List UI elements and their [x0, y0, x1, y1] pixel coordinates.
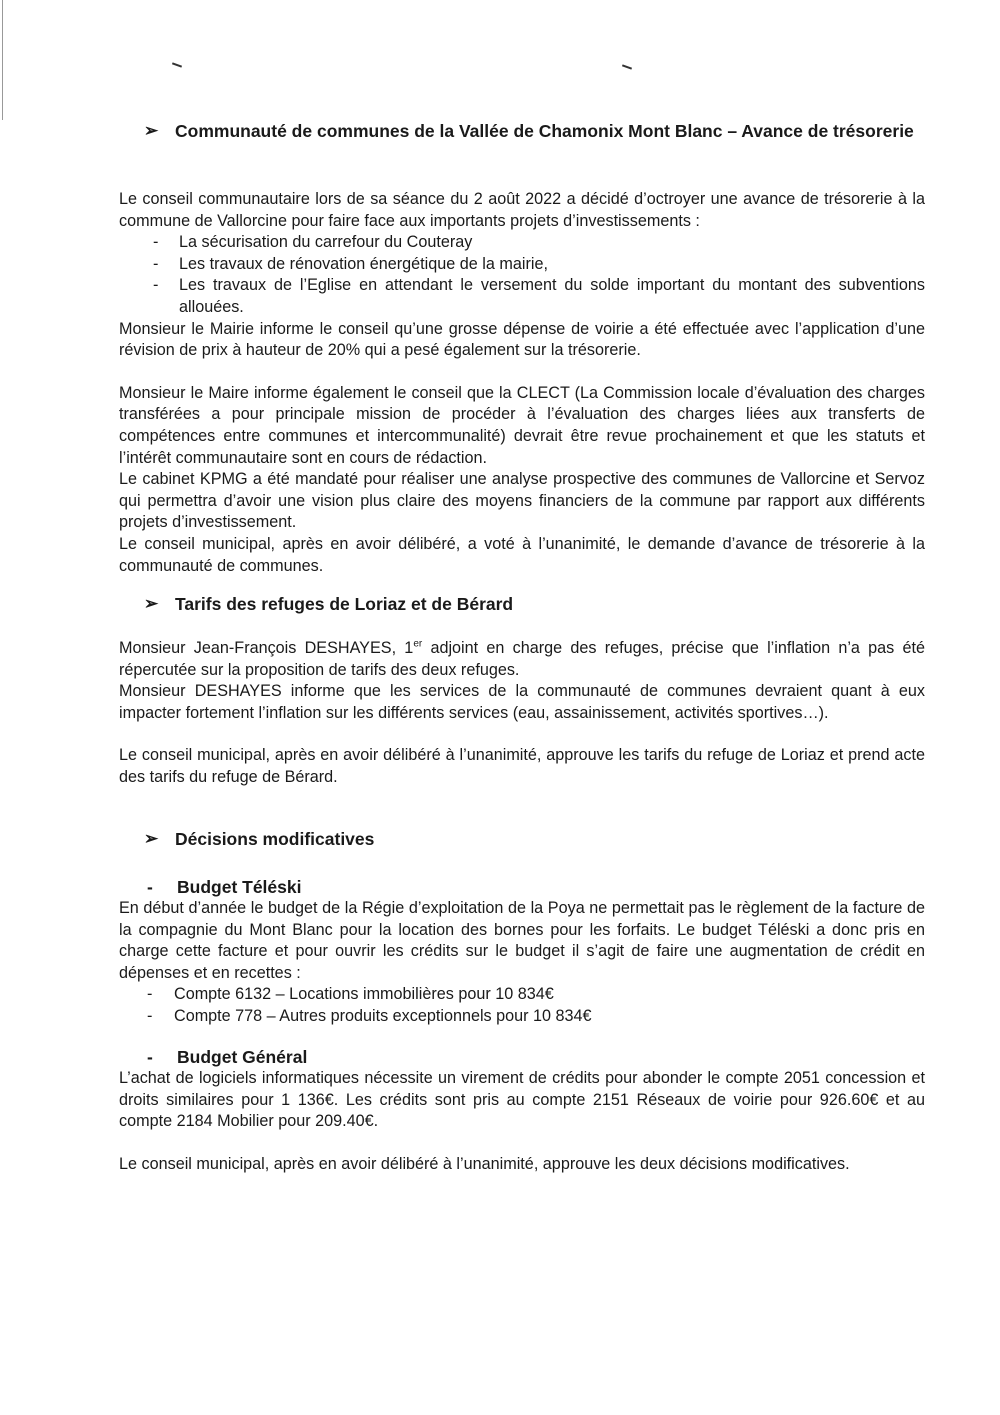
- section-body-refuges: [119, 638, 925, 789]
- list-item: - Les travaux de rénovation énergétique de la mairie,: [153, 254, 548, 273]
- paragraph: Monsieur le Maire informe également le conseil que la CLECT (La Commission locale d’évaluation des charges transférées a pour principale mission de procéder à l’évaluation des charges liées aux transferts de compétences entre communes et intercommunalité) devrait être revue prochainement et que les statuts et l’intérêt communautaire sont en cours de rédaction.: [119, 383, 925, 467]
- section-bullet-arrow: ➢: [144, 594, 159, 613]
- section-bullet-arrow: ➢: [144, 829, 159, 848]
- paragraph: Le conseil municipal, après en avoir délibéré, a voté à l’unanimité, le demande d’avance de trésorerie à la communauté de communes.: [119, 534, 925, 575]
- paragraph: Le conseil communautaire lors de sa séance du 2 août 2022 a décidé d’octroyer une avance de trésorerie à la commune de Vallorcine pour faire face aux importants projets d’investissements :: [119, 190, 925, 230]
- paragraph: Monsieur DESHAYES informe que les services de la communauté de communes devraient quant à eux impacter fortement l’inflation sur les différents services (eau, assainissement, activités sportives…).: [119, 682, 925, 722]
- scan-edge-line: [2, 0, 3, 120]
- section-title-chamonix: Communauté de communes de la Vallée de Chamonix Mont Blanc – Avance de trésorerie: [175, 121, 914, 141]
- paragraph: Le cabinet KPMG a été mandaté pour réaliser une analyse prospective des communes de Vallorcine et Servoz qui permettra d’avoir une vision plus claire des moyens financiers de la commune par rapport aux différents projets d’investissement.: [119, 470, 925, 532]
- paragraph: Le conseil municipal, après en avoir délibéré à l’unanimité, approuve les tarifs du refuge de Loriaz et prend acte des tarifs du refuge de Bérard.: [119, 746, 925, 786]
- list-item: - Les travaux de l’Eglise en attendant le versement du solde important du montant des subventions allouées.: [153, 276, 925, 316]
- list-item: - Compte 778 – Autres produits exceptionnels pour 10 834€: [147, 1006, 592, 1025]
- subsection-body-teleski: [119, 898, 925, 1028]
- section-body-chamonix: [119, 189, 925, 577]
- scan-mark: [622, 64, 632, 69]
- scan-mark: [172, 62, 182, 67]
- paragraph: L’achat de logiciels informatiques nécessite un virement de crédits pour abonder le compte 2051 concession et droits similaires pour 1 136€. Les crédits sont pris au compte 2151 Réseaux de voirie pour 926.60€ et au compte 2184 Mobilier pour 209.40€.: [119, 1069, 925, 1131]
- subsection-body-general: [119, 1068, 925, 1175]
- list-item: - Compte 6132 – Locations immobilières pour 10 834€: [147, 985, 554, 1004]
- paragraph: Le conseil municipal, après en avoir délibéré à l’unanimité, approuve les deux décisions modificatives.: [119, 1154, 850, 1173]
- section-bullet-arrow: ➢: [144, 121, 159, 140]
- paragraph: Monsieur le Mairie informe le conseil qu’une grosse dépense de voirie a été effectuée avec l’application d’une révision de prix à hauteur de 20% qui a pesé également sur la trésorerie.: [119, 319, 925, 360]
- section-title-decisions: Décisions modificatives: [175, 829, 375, 849]
- paragraph: Monsieur Jean-François DESHAYES, 1er adjoint en charge des refuges, précise que l’inflation n’a pas été répercutée sur la proposition de tarifs des deux refuges.: [119, 638, 925, 679]
- list-item: - La sécurisation du carrefour du Couteray: [153, 233, 473, 252]
- subsection-title-teleski: - Budget Téléski: [147, 877, 302, 897]
- paragraph: En début d’année le budget de la Régie d’exploitation de la Poya ne permettait pas le règlement de la facture de la compagnie du Mont Blanc pour la location des bornes pour les forfaits. Le budget Téléski a donc pris en charge cette facture et pour ouvrir les crédits sur le budget il s’agit de faire une augmentation de crédit en dépenses et en recettes :: [119, 899, 925, 982]
- subsection-title-general: - Budget Général: [147, 1047, 308, 1067]
- section-title-refuges: Tarifs des refuges de Loriaz et de Bérard: [175, 594, 514, 614]
